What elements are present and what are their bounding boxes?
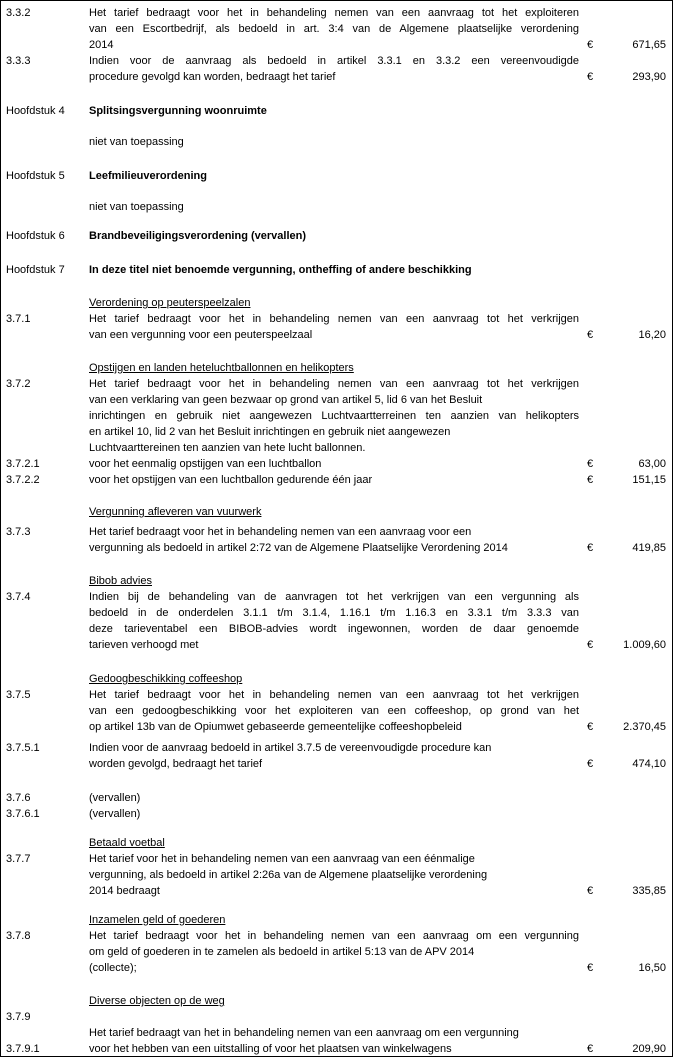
text-line: inrichtingen en gebruik niet aangewezen Luchtvaartterreinen ten aanzien van helikopters xyxy=(89,410,579,422)
text-line: 2014 xyxy=(89,39,114,51)
text-line: vergunning, als bedoeld in artikel 2:26a van de Algemene plaatselijke verordening xyxy=(89,869,488,881)
text-line: Indien bij de behandeling van de aanvragen tot het verkrijgen van een vergunning als xyxy=(89,591,579,603)
tariff-row xyxy=(6,5,666,53)
article-number: 3.7.1 xyxy=(6,313,31,325)
text-line: (vervallen) xyxy=(89,808,141,820)
tariff-description xyxy=(89,376,579,456)
section-heading-wrap xyxy=(89,993,579,1009)
article-number: 3.7.6 xyxy=(6,792,31,804)
section-heading-row xyxy=(6,835,666,851)
text-line: Het tarief bedraagt voor het in behandeling nemen van een aanvraag voor een xyxy=(89,526,472,538)
tariff-row xyxy=(6,589,666,653)
tariff-row xyxy=(6,456,666,472)
section-heading-wrap xyxy=(89,295,579,311)
text-line: procedure gevolgd kan worden, bedraagt het tarief xyxy=(89,71,336,83)
section-heading-wrap xyxy=(89,504,579,520)
currency-symbol: € xyxy=(587,329,594,341)
tariff-description xyxy=(89,5,579,53)
tariff-description xyxy=(89,740,579,772)
text-line: van een Escortbedrijf, als bedoeld in art. 3:4 van de Algemene plaatselijke verordening xyxy=(89,23,579,35)
chapter-number: Hoofdstuk 5 xyxy=(6,170,65,182)
section-heading-row xyxy=(6,573,666,589)
text-line: vergunning als bedoeld in artikel 2:72 van de Algemene Plaatselijke Verordening 2014 xyxy=(89,542,508,554)
tariff-row xyxy=(6,376,666,456)
tariff-row xyxy=(6,928,666,976)
text-line: om geld of goederen in te zamelen als bedoeld in artikel 5:13 van de APV 2014 xyxy=(89,946,475,958)
tariff-amount: 474,10 xyxy=(632,758,666,770)
tariff-row xyxy=(6,851,666,899)
text-line: Het tarief bedraagt van het in behandeling nemen van een aanvraag om een vergunning xyxy=(89,1027,519,1039)
note-row xyxy=(6,199,666,215)
section-heading: Betaald voetbal xyxy=(89,837,165,849)
chapter-number: Hoofdstuk 4 xyxy=(6,105,65,117)
chapter-title: In deze titel niet benoemde vergunning, ontheffing of andere beschikking xyxy=(89,264,472,276)
article-number: 3.3.3 xyxy=(6,55,31,67)
tariff-description xyxy=(89,790,579,806)
article-number: 3.7.9.1 xyxy=(6,1043,40,1055)
section-heading: Verordening op peuterspeelzalen xyxy=(89,297,251,309)
tariff-row xyxy=(6,740,666,772)
note-text: niet van toepassing xyxy=(89,136,184,148)
tariff-description xyxy=(89,928,579,976)
tariff-amount: 1.009,60 xyxy=(623,639,666,651)
text-line: tarieven verhoogd met xyxy=(89,639,199,651)
section-heading: Bibob advies xyxy=(89,575,152,587)
article-number: 3.7.5 xyxy=(6,689,31,701)
tariff-amount: 209,90 xyxy=(632,1043,666,1055)
text-line: van een gedoogbeschikking voor het exploiteren van een coffeeshop, op grond van het xyxy=(89,705,579,717)
currency-symbol: € xyxy=(587,458,594,470)
text-line: worden gevolgd, bedraagt het tarief xyxy=(89,758,263,770)
currency-symbol: € xyxy=(587,639,594,651)
section-heading: Diverse objecten op de weg xyxy=(89,995,225,1007)
text-line: en artikel 10, lid 2 van het Besluit inrichtingen en gebruik niet aangewezen xyxy=(89,426,451,438)
article-number: 3.7.3 xyxy=(6,526,31,538)
text-line: Luchtvaarttereinen ten aanzien van hete lucht ballonnen. xyxy=(89,442,366,454)
tariff-description xyxy=(89,311,579,343)
chapter-number: Hoofdstuk 7 xyxy=(6,264,65,276)
text-line: Indien voor de aanvraag bedoeld in artikel 3.7.5 de vereenvoudigde procedure kan xyxy=(89,742,492,754)
section-heading: Gedoogbeschikking coffeeshop xyxy=(89,673,243,685)
tariff-row xyxy=(6,687,666,735)
text-line: van een vergunning voor een peuterspeelzaal xyxy=(89,329,313,341)
text-line: voor het opstijgen van een luchtballon gedurende één jaar xyxy=(89,474,373,486)
currency-symbol: € xyxy=(587,758,594,770)
text-line: Het tarief bedraagt voor het in behandeling nemen van een aanvraag om een vergunning xyxy=(89,930,579,942)
article-number: 3.7.2.2 xyxy=(6,474,40,486)
chapter-row xyxy=(6,168,666,184)
tariff-row xyxy=(6,53,666,85)
tariff-amount: 419,85 xyxy=(632,542,666,554)
tariff-amount: 335,85 xyxy=(632,885,666,897)
chapter-number: Hoofdstuk 6 xyxy=(6,230,65,242)
tariff-description xyxy=(89,456,579,472)
tariff-amount: 16,20 xyxy=(638,329,666,341)
currency-symbol: € xyxy=(587,39,594,51)
tariff-description xyxy=(89,806,579,822)
tariff-amount: 16,50 xyxy=(638,962,666,974)
section-heading-wrap xyxy=(89,360,579,376)
text-line: op artikel 13b van de Opiumwet gebaseerde gemeentelijke coffeeshopbeleid xyxy=(89,721,462,733)
article-number: 3.7.8 xyxy=(6,930,31,942)
section-heading-wrap xyxy=(89,671,579,687)
text-line: 2014 bedraagt xyxy=(89,885,160,897)
chapter-title: Brandbeveiligingsverordening (vervallen) xyxy=(89,230,307,242)
section-heading: Vergunning afleveren van vuurwerk xyxy=(89,506,262,518)
currency-symbol: € xyxy=(587,1043,594,1055)
article-number: 3.3.2 xyxy=(6,7,31,19)
tariff-description xyxy=(89,851,579,899)
text-line: Het tarief bedraagt voor het in behandeling nemen van een aanvraag tot het exploiteren xyxy=(89,7,579,19)
text-line: (vervallen) xyxy=(89,792,141,804)
chapter-row xyxy=(6,262,666,278)
section-heading-row xyxy=(6,295,666,311)
text-line: bedoeld in de onderdelen 3.1.1 t/m 3.1.4, 1.16.1 t/m 1.16.3 en 3.3.1 t/m 3.3.3 van xyxy=(89,607,579,619)
text-line: voor het hebben van een uitstalling of voor het plaatsen van winkelwagens xyxy=(89,1043,452,1055)
section-heading: Inzamelen geld of goederen xyxy=(89,914,226,926)
tariff-amount: 2.370,45 xyxy=(623,721,666,733)
tariff-description xyxy=(89,524,579,556)
tariff-row xyxy=(6,806,666,822)
text-line: Het tarief bedraagt voor het in behandeling nemen van een aanvraag tot het verkrijgen xyxy=(89,689,579,701)
text-line: deze tarieventabel een BIBOB-advies wordt ingewonnen, worden de daar genoemde xyxy=(89,623,579,635)
note-row xyxy=(6,134,666,150)
section-heading-row xyxy=(6,993,666,1009)
article-number: 3.7.9 xyxy=(6,1011,31,1023)
chapter-title: Leefmilieuverordening xyxy=(89,170,207,182)
tariff-amount: 151,15 xyxy=(632,474,666,486)
tariff-description xyxy=(89,589,579,653)
note-text: niet van toepassing xyxy=(89,201,184,213)
text-line: van een verklaring van geen bezwaar op grond van artikel 5, lid 6 van het Besluit xyxy=(89,394,483,406)
tariff-row xyxy=(6,472,666,488)
currency-symbol: € xyxy=(587,721,594,733)
section-heading-wrap xyxy=(89,835,579,851)
currency-symbol: € xyxy=(587,474,594,486)
currency-symbol: € xyxy=(587,962,594,974)
text-line: Het tarief bedraagt voor het in behandeling nemen van een aanvraag tot het verkrijgen xyxy=(89,378,579,390)
text-line: Het tarief bedraagt voor het in behandeling nemen van een aanvraag tot het verkrijgen xyxy=(89,313,579,325)
article-number: 3.7.7 xyxy=(6,853,31,865)
text-line: Het tarief voor het in behandeling nemen van een aanvraag van een éénmalige xyxy=(89,853,475,865)
tariff-amount: 671,65 xyxy=(632,39,666,51)
section-heading-wrap xyxy=(89,912,579,928)
chapter-row xyxy=(6,228,666,244)
text-line: Indien voor de aanvraag als bedoeld in artikel 3.3.1 en 3.3.2 een vereenvoudigde xyxy=(89,55,579,67)
article-number: 3.7.2.1 xyxy=(6,458,40,470)
tariff-description xyxy=(89,687,579,735)
section-heading-wrap xyxy=(89,573,579,589)
tariff-amount: 293,90 xyxy=(632,71,666,83)
article-number: 3.7.5.1 xyxy=(6,742,40,754)
tariff-description xyxy=(89,1025,579,1057)
section-heading-row xyxy=(6,504,666,520)
tariff-description xyxy=(89,53,579,85)
tariff-row xyxy=(6,524,666,556)
tariff-amount: 63,00 xyxy=(638,458,666,470)
tariff-description xyxy=(89,472,579,488)
article-number: 3.7.6.1 xyxy=(6,808,40,820)
section-heading-row xyxy=(6,671,666,687)
tariff-row xyxy=(6,790,666,806)
section-heading: Opstijgen en landen heteluchtballonnen en helikopters xyxy=(89,362,354,374)
currency-symbol: € xyxy=(587,542,594,554)
text-line: (collecte); xyxy=(89,962,137,974)
article-number: 3.7.4 xyxy=(6,591,31,603)
tariff-row xyxy=(6,311,666,343)
tariff-row xyxy=(6,1025,666,1057)
chapter-row xyxy=(6,103,666,119)
section-heading-row xyxy=(6,360,666,376)
tariff-row xyxy=(6,1009,666,1025)
currency-symbol: € xyxy=(587,885,594,897)
section-heading-row xyxy=(6,912,666,928)
currency-symbol: € xyxy=(587,71,594,83)
text-line: voor het eenmalig opstijgen van een luchtballon xyxy=(89,458,322,470)
chapter-title: Splitsingsvergunning woonruimte xyxy=(89,105,267,117)
article-number: 3.7.2 xyxy=(6,378,31,390)
